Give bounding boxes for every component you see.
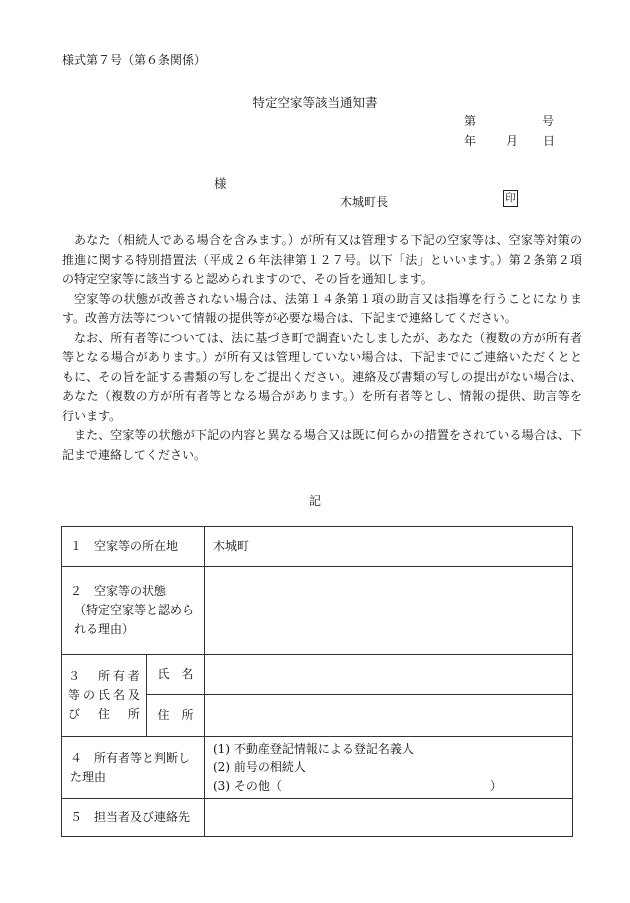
reason-value [205,737,573,799]
condition-label-main: ２ 空家等の状態 [70,584,167,598]
contact-value [205,799,573,837]
issuer-name: 木城町長 [340,195,389,209]
table-row-owner-name [62,655,573,695]
reason-label: ４ 所有者等と判断した理由 [62,737,205,799]
table-row-condition [62,567,573,655]
ki-heading: 記 [308,494,321,508]
table-row-owner-reason [62,737,573,799]
table-row-location [62,527,573,567]
document-title: 特定空家等該当通知書 [252,95,378,110]
recipient-honorific: 様 [214,176,227,191]
location-value: 木城町 [205,527,573,567]
owner-name-label: 氏 名 [146,655,204,695]
reason-item-other: (3) その他（ [213,778,282,793]
detail-table [61,526,573,837]
form-number-label: 様式第７号（第６条関係） [62,53,207,67]
condition-label [62,567,205,655]
location-label: １ 空家等の所在地 [62,527,205,567]
number-prefix: 第 [464,114,477,128]
reason-item: (1) 不動産登記情報による登記名義人 [213,741,414,756]
reason-close-paren: ） [489,778,502,793]
reason-item [213,777,564,796]
condition-label-sub: （特定空家等と認められる理由） [74,603,195,636]
paragraph-advice: 空家等の状態が改善されない場合は、法第１４条第１項の助言又は指導を行うことになります。改善方法等について情報の提供等が必要な場合は、下記まで連絡してください。 [62,291,582,325]
date-day: 日 [543,134,556,148]
condition-value [205,567,573,655]
table-row-contact [62,799,573,837]
number-suffix: 号 [542,114,555,128]
contact-label: ５ 担当者及び連絡先 [62,799,205,837]
reason-list [213,740,564,796]
paragraph-ownership: なお、所有者等については、法に基づき町で調査いたしましたが、あなた（複数の方が所有者等となる場合があります。）が所有又は管理していない場合は、下記までにご連絡いただくとともに、その旨を証する書類の写しをご提出ください。連絡及び書類の写しの提出がない場合は、あなた（複数の方が所有者等となる場合があります。）を所有者等とし、情報の提供、助言等を行います。 [62,330,582,423]
paragraph-contact: また、空家等の状態が下記の内容と異なる場合又は既に何らかの措置をされている場合は、下記まで連絡してください。 [62,428,582,462]
date-month: 月 [506,134,519,148]
paragraph-notice: あなた（相続人である場合を含みます。）が所有又は管理する下記の空家等は、空家等対策の推進に関する特別措置法（平成２６年法律第１２７号。以下「法」といいます。）第２条第２項の特定空家等に該当すると認められますので、その旨を通知します。 [62,233,582,286]
owner-address-value [205,695,573,737]
seal-mark: 印 [503,190,518,207]
owner-name-value [205,655,573,695]
reason-item: (2) 前号の相続人 [213,760,306,775]
owner-address-label: 住 所 [146,695,204,737]
notice-body [62,231,582,465]
owner-group-label: ３ 所有者等の氏名及び住所 [62,655,147,737]
date-year: 年 [464,134,477,148]
